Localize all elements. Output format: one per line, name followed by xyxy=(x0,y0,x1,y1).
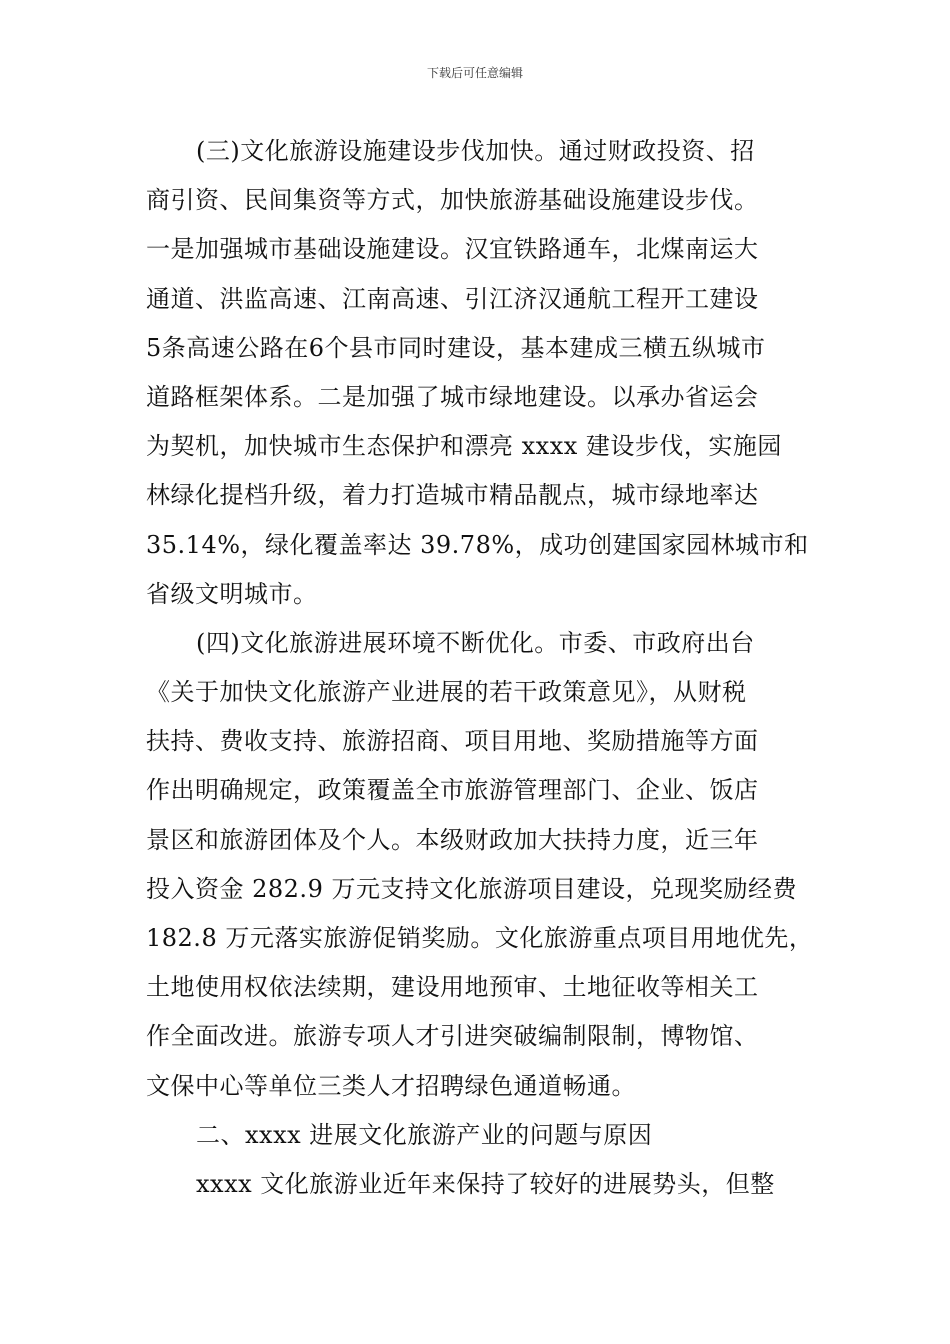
document-body xyxy=(146,127,816,1209)
paragraph-line: 景区和旅游团体及个人。本级财政加大扶持力度，近三年 xyxy=(146,825,759,854)
paragraph-line: 通道、洪监高速、江南高速、引江济汉通航工程开工建设 xyxy=(146,284,759,313)
section-heading: 二、xxxx 进展文化旅游产业的问题与原因 xyxy=(196,1120,653,1149)
paragraph-line: (四)文化旅游进展环境不断优化。市委、市政府出台 xyxy=(196,628,755,657)
paragraph-line: 5条高速公路在6个县市同时建设，基本建成三横五纵城市 xyxy=(146,333,766,362)
paragraph-line: 文保中心等单位三类人才招聘绿色通道畅通。 xyxy=(146,1071,636,1100)
paragraph-line: 182.8 万元落实旅游促销奖励。文化旅游重点项目用地优先， xyxy=(146,924,814,952)
paragraph-line: 作出明确规定，政策覆盖全市旅游管理部门、企业、饭店 xyxy=(146,776,759,805)
paragraph-line: (三)文化旅游设施建设步伐加快。通过财政投资、招 xyxy=(196,137,755,165)
paragraph-line: 扶持、费收支持、旅游招商、项目用地、奖励措施等方面 xyxy=(146,727,759,756)
paragraph-line: 作全面改进。旅游专项人才引进突破编制限制，博物馆、 xyxy=(146,1022,759,1051)
paragraph-line: 投入资金 282.9 万元支持文化旅游项目建设，兑现奖励经费 xyxy=(146,874,797,903)
paragraph-line: xxxx 文化旅游业近年来保持了较好的进展势头，但整 xyxy=(196,1169,775,1198)
paragraph-line: 一是加强城市基础设施建设。汉宜铁路通车，北煤南运大 xyxy=(146,235,759,264)
paragraph-line: 省级文明城市。 xyxy=(146,579,318,608)
paragraph-line: 商引资、民间集资等方式，加快旅游基础设施建设步伐。 xyxy=(146,186,759,215)
page-header: 下载后可任意编辑 xyxy=(426,66,523,80)
paragraph-line: 道路框架体系。二是加强了城市绿地建设。以承办省运会 xyxy=(146,382,759,411)
paragraph-line: 为契机，加快城市生态保护和漂亮 xxxx 建设步伐，实施园 xyxy=(146,432,782,461)
paragraph-line: 土地使用权依法续期，建设用地预审、土地征收等相关工 xyxy=(146,973,759,1002)
paragraph-line: 林绿化提档升级，着力打造城市精品靓点，城市绿地率达 xyxy=(146,481,759,510)
paragraph-line: 《关于加快文化旅游产业进展的若干政策意见》，从财税 xyxy=(146,678,747,707)
paragraph-line: 35.14%，绿化覆盖率达 39.78%，成功创建国家园林城市和 xyxy=(146,530,809,559)
